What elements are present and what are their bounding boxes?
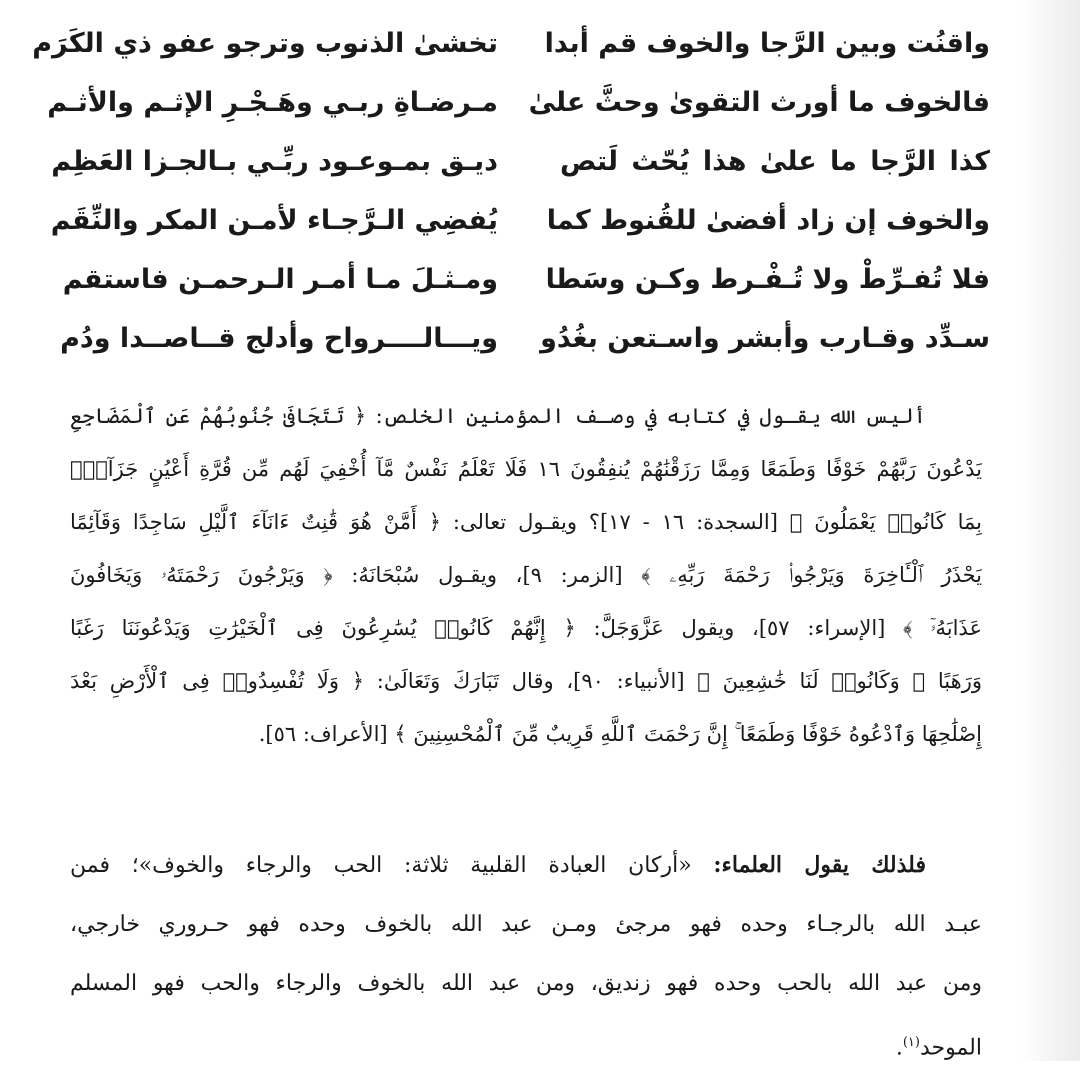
paragraph-line: ومن عبد الله بالحب وحده فهو زنديق، ومن عبد الله بالخوف والرجاء والحب فهو المسلم [70, 971, 982, 996]
poem-verse [50, 250, 990, 309]
verse-first-hemistich: واقنُت وبين الرَّجا والخوف قم أبدا [544, 28, 990, 59]
paragraph-line: يَحْذَرُ ٱلْـَٔاخِرَةَ وَيَرْجُوا۟ رَحْمَةَ رَبِّهِۦ ﴾ [الزمر: ٩]، ويقـول سُبْحَانَهُ: ﴿ وَيَرْجُونَ رَحْمَتَهُۥ وَيَخَافُونَ [70, 563, 982, 587]
paragraph-text: «أركان العبادة القلبية ثلاثة: الحب والرجاء والخوف»؛ فمن [70, 853, 714, 878]
paragraph-line: عبـد الله بالرجـاء وحده فهو مرجئ ومـن عبد الله بالخوف وحده فهو حـروري خارجي، [70, 912, 982, 937]
verse-first-hemistich: سـدِّد وقـارب وأبشر واسـتعن بغُدُو [540, 323, 990, 354]
verse-second-hemistich: مـرضـاةِ ربـي وهَـجْـرِ الإثـم والأثـم [47, 87, 498, 118]
page-edge-shadow [1020, 0, 1080, 1061]
poem-verse [32, 14, 990, 73]
poem-verse [50, 191, 990, 250]
paragraph-line [70, 836, 982, 895]
scholars-paragraph [70, 836, 982, 1072]
poem-verse [47, 73, 990, 132]
paragraph-line: إِصْلَٰحِهَا وَٱدْعُوهُ خَوْفًا وَطَمَعًا ۚ إِنَّ رَحْمَتَ ٱللَّهِ قَرِيبٌ مِّنَ ٱلْمُحْسِنِينَ ﴾ [الأعراف: ٥٦]. [258, 722, 982, 746]
verse-first-hemistich: فلا تُفـرِّطْ ولا تُـفْـرط وكـن وسَطا [545, 264, 990, 295]
poem-verse [50, 309, 990, 368]
verse-second-hemistich: تخشىٰ الذنوب وترجو عفو ذي الكَرَم [32, 28, 498, 59]
quran-paragraph [70, 390, 982, 761]
footnote-marker[interactable]: (١) [902, 1035, 920, 1050]
paragraph-lead: فلذلك يقول العلماء: [713, 852, 926, 878]
verse-first-hemistich: فالخوف ما أورث التقوىٰ وحثَّ علىٰ [528, 87, 990, 118]
verse-second-hemistich: ويـــالــــرواح وأدلج قــاصــدا ودُم [60, 323, 498, 354]
verse-second-hemistich: ديـق بمـوعـود ربِّـي بـالجـزا العَظِم [51, 146, 498, 177]
paragraph-line: أليس الله يقـول في كتابه في وصـف المؤمنين الخلص: ﴿ تَتَجَافَىٰ جُنُوبُهُمْ عَنِ ٱلْمَضَاجِعِ [70, 404, 926, 428]
poem [32, 14, 990, 368]
paragraph-line: عَذَابَهُۥٓ ﴾ [الإسراء: ٥٧]، ويقول عَزَّوَجَلَّ: ﴿ إِنَّهُمْ كَانُوا۟ يُسَٰرِعُونَ فِى ٱلْخَيْرَٰتِ وَيَدْعُونَنَا رَغَبًا [70, 616, 982, 640]
paragraph-line: بِمَا كَانُوا۟ يَعْمَلُونَ ﴾ [السجدة: ١٦ - ١٧]؟ ويقـول تعالى: ﴿ أَمَّنْ هُوَ قَٰنِتٌ ءَانَآءَ ٱلَّيْلِ سَاجِدًا وَقَآئِمًا [70, 510, 982, 534]
paragraph-line: وَرَهَبًا ۖ وَكَانُوا۟ لَنَا خَٰشِعِينَ ﴾ [الأنبياء: ٩٠]، وقال تَبَارَكَ وَتَعَالَىٰ: ﴿ وَلَا تُفْسِدُوا۟ فِى ٱلْأَرْضِ بَعْدَ [70, 669, 982, 693]
verse-first-hemistich: كذا الرَّجا ما علىٰ هذا يُحّث لَتص [560, 146, 990, 177]
paragraph-line: يَدْعُونَ رَبَّهُمْ خَوْفًا وَطَمَعًا وَمِمَّا رَزَقْنَٰهُمْ يُنفِقُونَ ١٦ فَلَا تَعْلَمُ نَفْسٌ مَّآ أُخْفِيَ لَهُم مِّن قُرَّةِ أَعْيُنٍ جَزَآءَۢ [70, 457, 982, 481]
paragraph-line [70, 1013, 982, 1072]
paragraph-text: الموحد [919, 1035, 982, 1061]
verse-second-hemistich: ومـثـلَ مـا أمـر الـرحمـن فاستقم [62, 264, 498, 295]
verse-first-hemistich: والخوف إن زاد أفضىٰ للقُنوط كما [546, 205, 990, 236]
poem-verse [50, 132, 990, 191]
verse-second-hemistich: يُفضِي الـرَّجـاء لأمـن المكر والنِّقَم [50, 205, 498, 236]
paragraph-text: . [895, 1035, 903, 1061]
